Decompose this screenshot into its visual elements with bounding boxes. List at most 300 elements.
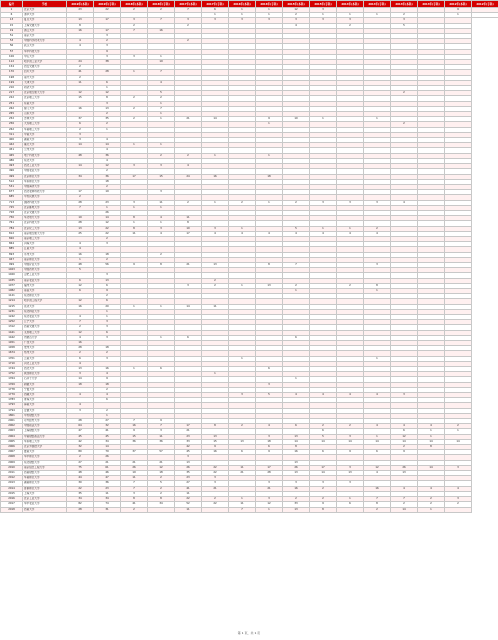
count-cell: 1 — [418, 429, 445, 434]
count-cell: 7 — [148, 70, 175, 75]
id-cell: 1801 — [1, 413, 23, 418]
id-cell: 893 — [1, 252, 23, 257]
count-cell: 14 — [310, 439, 337, 444]
count-cell: 2 — [94, 169, 121, 174]
count-cell: 1 — [148, 54, 175, 59]
count-cell: 2 — [202, 278, 229, 283]
count-cell: 32 — [94, 424, 121, 429]
count-cell: 2 — [310, 497, 337, 502]
id-cell: 728 — [1, 210, 23, 215]
count-cell: 2 — [148, 491, 175, 496]
count-cell: 26 — [175, 465, 202, 470]
id-cell: 812 — [1, 231, 23, 236]
school-name-cell: 同济大学 — [23, 86, 67, 91]
count-cell: 4 — [283, 23, 310, 28]
count-cell: 61 — [94, 465, 121, 470]
count-cell: 6 — [67, 288, 94, 293]
count-cell: 12 — [364, 465, 391, 470]
count-cell: 1 — [445, 13, 472, 18]
count-cell: 14 — [67, 164, 94, 169]
count-cell: 23 — [67, 8, 94, 13]
count-cell: 16 — [283, 450, 310, 455]
id-cell: 1744 — [1, 367, 23, 372]
school-name-cell: 东南大学 — [23, 101, 67, 106]
count-cell: 4 — [283, 393, 310, 398]
count-cell: 14 — [391, 439, 418, 444]
count-cell: 3 — [337, 465, 364, 470]
count-cell: 12 — [94, 164, 121, 169]
count-cell: 12 — [67, 283, 94, 288]
id-cell: 1779 — [1, 393, 23, 398]
id-cell: 1121 — [1, 294, 23, 299]
count-cell: 2 — [67, 455, 94, 460]
count-cell: 2 — [148, 8, 175, 13]
count-cell: 1 — [202, 200, 229, 205]
count-cell: 7 — [121, 481, 148, 486]
school-name-cell: 哈尔滨工程大学 — [23, 299, 67, 304]
id-cell: 199 — [1, 80, 23, 85]
count-cell: 2 — [121, 23, 148, 28]
count-cell: 19 — [121, 471, 148, 476]
count-cell: 3 — [256, 481, 283, 486]
count-cell: 4 — [310, 393, 337, 398]
count-cell: 4 — [148, 216, 175, 221]
count-cell: 1 — [337, 13, 364, 18]
school-name-cell: 上海交通大学 — [23, 23, 67, 28]
school-name-cell: 北京外国语大学 — [23, 445, 67, 450]
count-cell: 13 — [229, 439, 256, 444]
count-cell: 48 — [67, 262, 94, 267]
id-cell: 2017 — [1, 502, 23, 507]
count-cell: 8 — [67, 23, 94, 28]
count-cell: 79 — [94, 450, 121, 455]
id-cell: 1215 — [1, 304, 23, 309]
count-cell: 13 — [67, 367, 94, 372]
id-cell: 1082 — [1, 288, 23, 293]
count-cell: 1 — [229, 8, 256, 13]
count-cell: 14 — [94, 216, 121, 221]
count-cell: 22 — [94, 231, 121, 236]
school-name-cell: 华南理工大学 — [23, 127, 67, 132]
page-footer: 第 1 页，共 1 页 — [237, 631, 261, 635]
count-cell: 2 — [94, 39, 121, 44]
count-cell: 2 — [94, 294, 121, 299]
count-cell: 3 — [148, 226, 175, 231]
id-cell: 784 — [1, 226, 23, 231]
count-cell: 7 — [148, 106, 175, 111]
count-cell: 18 — [67, 382, 94, 387]
count-cell: 4 — [310, 231, 337, 236]
id-cell: 1793 — [1, 403, 23, 408]
count-cell: 4 — [94, 372, 121, 377]
count-cell: 1 — [148, 117, 175, 122]
count-cell: 2 — [148, 252, 175, 257]
count-cell: 2 — [67, 65, 94, 70]
count-cell: 14 — [67, 143, 94, 148]
count-cell: 12 — [148, 465, 175, 470]
count-cell: 4 — [391, 486, 418, 491]
count-cell: 26 — [94, 455, 121, 460]
school-name-cell: 南京师范大学 — [23, 257, 67, 262]
count-cell: 11 — [148, 200, 175, 205]
count-cell: 3 — [94, 101, 121, 106]
school-name-cell: 北京科技大学 — [23, 221, 67, 226]
school-name-cell: 西北工业大学 — [23, 164, 67, 169]
count-cell: 3 — [67, 408, 94, 413]
count-cell: 8 — [121, 497, 148, 502]
count-cell: 1 — [229, 13, 256, 18]
count-cell: 16 — [67, 28, 94, 33]
count-cell: 21 — [256, 486, 283, 491]
count-cell: 34 — [67, 174, 94, 179]
count-cell: 3 — [256, 18, 283, 23]
school-name-cell: 内蒙古大学 — [23, 335, 67, 340]
count-cell: 3 — [94, 325, 121, 330]
school-name-cell: 天津大学 — [23, 80, 67, 85]
count-cell: 4 — [67, 393, 94, 398]
count-cell: 7 — [175, 8, 202, 13]
count-cell: 4 — [175, 164, 202, 169]
count-cell: 1 — [202, 372, 229, 377]
count-cell: 74 — [94, 502, 121, 507]
count-cell: 4 — [256, 231, 283, 236]
count-cell: 14 — [94, 445, 121, 450]
count-cell: 21 — [202, 486, 229, 491]
count-cell: 9 — [391, 450, 418, 455]
count-cell: 48 — [67, 153, 94, 158]
count-cell: 2 — [337, 424, 364, 429]
count-cell: 1 — [364, 434, 391, 439]
school-name-cell: 中南大学 — [23, 132, 67, 137]
count-cell: 7 — [148, 18, 175, 23]
count-cell: 4 — [418, 486, 445, 491]
count-cell: 14 — [310, 471, 337, 476]
id-cell: 1783 — [1, 398, 23, 403]
count-cell: 1 — [256, 13, 283, 18]
school-name-cell: 浙江大学 — [23, 28, 67, 33]
column-header: 2019年(本科) — [67, 1, 94, 8]
school-name-cell: 郑州大学 — [23, 351, 67, 356]
count-cell: 21 — [175, 262, 202, 267]
school-name-cell: 暨南大学 — [23, 450, 67, 455]
count-cell: 8 — [148, 262, 175, 267]
id-cell: 820 — [1, 236, 23, 241]
count-cell: 80 — [67, 450, 94, 455]
count-cell: 11 — [229, 502, 256, 507]
school-name-cell: 福州大学 — [23, 283, 67, 288]
count-cell: 3 — [256, 382, 283, 387]
count-cell: 16 — [67, 341, 94, 346]
school-name-cell: 合肥工业大学 — [23, 273, 67, 278]
header-row — [1, 1, 498, 8]
count-cell: 9 — [256, 117, 283, 122]
count-cell: 36 — [94, 481, 121, 486]
count-cell: 14 — [175, 304, 202, 309]
count-cell: 17 — [310, 465, 337, 470]
count-cell: 4 — [337, 393, 364, 398]
count-cell: 13 — [283, 434, 310, 439]
count-cell: 1 — [364, 13, 391, 18]
id-cell: 251 — [1, 101, 23, 106]
count-cell: 16 — [67, 304, 94, 309]
count-cell: 2 — [175, 200, 202, 205]
school-name-cell: 大连理工大学 — [23, 122, 67, 127]
school-name-cell: 南昌大学 — [23, 288, 67, 293]
school-name-cell: 江南大学 — [23, 247, 67, 252]
count-cell: 22 — [202, 471, 229, 476]
count-cell: 23 — [175, 434, 202, 439]
count-cell: 1 — [121, 70, 148, 75]
count-cell: 6 — [337, 502, 364, 507]
count-cell: 2 — [148, 486, 175, 491]
school-name-cell: 河海大学 — [23, 242, 67, 247]
table-header — [1, 1, 498, 8]
count-cell: 19 — [94, 190, 121, 195]
count-cell: 3 — [229, 393, 256, 398]
school-name-cell: 南京理工大学 — [23, 236, 67, 241]
count-cell: 3 — [121, 164, 148, 169]
count-cell: 34 — [94, 439, 121, 444]
school-name-cell: 华东师范大学 — [23, 179, 67, 184]
count-cell: 4 — [148, 231, 175, 236]
count-cell: 11 — [175, 491, 202, 496]
count-cell: 36 — [148, 439, 175, 444]
count-cell: 1 — [256, 200, 283, 205]
school-name-cell: 华北电力大学 — [23, 216, 67, 221]
count-cell: 13 — [391, 471, 418, 476]
table-body — [1, 8, 498, 513]
count-cell: 5 — [310, 434, 337, 439]
count-cell: 28 — [67, 507, 94, 512]
count-cell: 1 — [364, 288, 391, 293]
count-cell: 28 — [67, 221, 94, 226]
id-cell: 106 — [1, 54, 23, 59]
count-cell: 2 — [94, 122, 121, 127]
school-name-cell: 北京工业大学 — [23, 497, 67, 502]
count-cell: 4 — [67, 403, 94, 408]
count-cell: 6 — [283, 424, 310, 429]
count-cell: 3 — [337, 481, 364, 486]
count-cell: 16 — [202, 174, 229, 179]
id-cell: 713 — [1, 200, 23, 205]
school-name-cell: 华南师范大学 — [23, 476, 67, 481]
school-name-cell: 国防科技大学 — [23, 200, 67, 205]
count-cell: 3 — [202, 481, 229, 486]
count-cell: 2 — [94, 257, 121, 262]
count-cell: 3 — [283, 481, 310, 486]
count-cell: 2 — [283, 283, 310, 288]
count-cell: 45 — [175, 450, 202, 455]
id-cell: 154 — [1, 65, 23, 70]
count-cell: 16 — [67, 252, 94, 257]
id-cell: 1077 — [1, 283, 23, 288]
school-name-cell: 南京信息工程大学 — [23, 465, 67, 470]
count-cell: 2 — [310, 486, 337, 491]
count-cell: 18 — [94, 382, 121, 387]
count-cell: 2 — [229, 200, 256, 205]
count-cell: 3 — [94, 273, 121, 278]
count-cell: 56 — [94, 262, 121, 267]
count-cell: 3 — [94, 54, 121, 59]
count-cell: 3 — [337, 18, 364, 23]
count-cell: 28 — [67, 346, 94, 351]
count-cell: 9 — [94, 288, 121, 293]
count-cell: 1 — [148, 112, 175, 117]
count-cell: 3 — [202, 476, 229, 481]
count-cell: 1 — [283, 288, 310, 293]
column-header: 2017年(本科) — [175, 1, 202, 8]
count-cell: 15 — [148, 174, 175, 179]
school-name-cell: 四川大学 — [23, 70, 67, 75]
column-header: 2013年(本科) — [391, 1, 418, 8]
count-cell: 14 — [391, 507, 418, 512]
count-cell: 1 — [121, 143, 148, 148]
count-cell: 6 — [67, 356, 94, 361]
school-name-cell: 哈尔滨工业大学 — [23, 60, 67, 65]
count-cell: 1 — [94, 314, 121, 319]
count-cell: 13 — [67, 18, 94, 23]
school-name-cell: 中国海洋大学 — [23, 184, 67, 189]
column-header: 2016年(本科) — [229, 1, 256, 8]
count-cell: 6 — [94, 80, 121, 85]
id-cell: 217 — [1, 91, 23, 96]
count-cell: 16 — [202, 450, 229, 455]
count-cell: 12 — [94, 221, 121, 226]
count-cell: 21 — [229, 471, 256, 476]
count-cell: 8 — [175, 221, 202, 226]
school-name-cell: 厦门大学 — [23, 106, 67, 111]
count-cell: 3 — [148, 429, 175, 434]
count-cell: 13 — [283, 460, 310, 465]
school-name-cell: 青海大学 — [23, 398, 67, 403]
count-cell: 3 — [337, 434, 364, 439]
school-name-cell: 中国科学技术大学 — [23, 39, 67, 44]
id-cell: 51 — [1, 34, 23, 39]
count-cell: 57 — [148, 450, 175, 455]
count-cell: 11 — [121, 231, 148, 236]
id-cell: 13 — [1, 18, 23, 23]
id-cell: 885 — [1, 247, 23, 252]
school-name-cell: 东北大学 — [23, 158, 67, 163]
count-cell: 45 — [67, 434, 94, 439]
column-header: 2015年(专科) — [310, 1, 337, 8]
count-cell: 1 — [229, 356, 256, 361]
count-cell: 5 — [148, 481, 175, 486]
count-cell: 12 — [256, 502, 283, 507]
id-cell: 1769 — [1, 382, 23, 387]
count-cell: 28 — [256, 471, 283, 476]
count-cell: 32 — [67, 445, 94, 450]
count-cell: 1 — [121, 221, 148, 226]
count-cell: 16 — [67, 106, 94, 111]
count-cell: 2 — [121, 117, 148, 122]
count-cell: 6 — [229, 450, 256, 455]
school-name-cell: 东北财经大学 — [23, 460, 67, 465]
count-cell: 2 — [148, 476, 175, 481]
count-cell: 7 — [67, 205, 94, 210]
count-cell: 21 — [175, 429, 202, 434]
school-name-cell: 对外经贸大学 — [23, 419, 67, 424]
count-cell: 2 — [67, 127, 94, 132]
count-cell: 3 — [175, 283, 202, 288]
count-cell: 14 — [94, 143, 121, 148]
count-cell: 13 — [256, 283, 283, 288]
count-cell: 1 — [121, 367, 148, 372]
count-cell: 6 — [67, 278, 94, 283]
count-cell: 1 — [364, 117, 391, 122]
count-cell: 24 — [67, 60, 94, 65]
count-cell: 8 — [121, 226, 148, 231]
count-cell: 24 — [175, 174, 202, 179]
count-cell: 14 — [283, 439, 310, 444]
count-cell: 4 — [364, 231, 391, 236]
count-cell: 8 — [256, 262, 283, 267]
id-cell: 112 — [1, 60, 23, 65]
id-cell: 210 — [1, 86, 23, 91]
count-cell: 3 — [229, 18, 256, 23]
count-cell — [445, 507, 472, 512]
id-cell: 256 — [1, 122, 23, 127]
count-cell: 4 — [418, 424, 445, 429]
count-cell: 23 — [175, 476, 202, 481]
count-cell: 42 — [175, 445, 202, 450]
count-cell: 12 — [67, 299, 94, 304]
count-cell: 31 — [94, 507, 121, 512]
school-name-cell: 西北农林科技大学 — [23, 190, 67, 195]
id-cell: 1231 — [1, 309, 23, 314]
count-cell: 15 — [202, 439, 229, 444]
count-cell: 22 — [94, 226, 121, 231]
school-name-cell: 南京大学 — [23, 34, 67, 39]
count-cell: 1 — [148, 335, 175, 340]
count-cell: 1 — [148, 221, 175, 226]
school-name-cell: 河北工业大学 — [23, 361, 67, 366]
school-name-cell: 北京化工大学 — [23, 226, 67, 231]
school-name-cell: 复旦大学 — [23, 18, 67, 23]
count-cell: 2 — [148, 96, 175, 101]
school-name-cell: 西南大学 — [23, 507, 67, 512]
count-cell: 2 — [94, 408, 121, 413]
count-cell: 2 — [391, 91, 418, 96]
count-cell: 44 — [67, 476, 94, 481]
count-cell: 4 — [364, 471, 391, 476]
count-cell: 12 — [283, 8, 310, 13]
count-cell: 35 — [94, 117, 121, 122]
count-cell: 12 — [94, 91, 121, 96]
column-header: 2014年(专科) — [364, 1, 391, 8]
count-cell: 6 — [256, 367, 283, 372]
id-cell: 2006 — [1, 445, 23, 450]
school-name-cell: 重庆大学 — [23, 143, 67, 148]
count-cell: 6 — [94, 299, 121, 304]
id-cell: 496 — [1, 169, 23, 174]
count-cell: 4 — [94, 138, 121, 143]
id-cell: 2010 — [1, 465, 23, 470]
count-cell: 5 — [283, 226, 310, 231]
count-cell: 42 — [67, 439, 94, 444]
count-cell: 35 — [175, 471, 202, 476]
count-cell: 3 — [94, 320, 121, 325]
count-cell — [472, 13, 498, 18]
count-cell: 3 — [121, 18, 148, 23]
id-cell: 2013 — [1, 481, 23, 486]
count-cell: 2 — [337, 283, 364, 288]
id-cell: 2003 — [1, 429, 23, 434]
count-cell: 13 — [94, 278, 121, 283]
count-cell: 1 — [67, 257, 94, 262]
count-cell: 35 — [67, 491, 94, 496]
count-cell: 6 — [391, 429, 418, 434]
